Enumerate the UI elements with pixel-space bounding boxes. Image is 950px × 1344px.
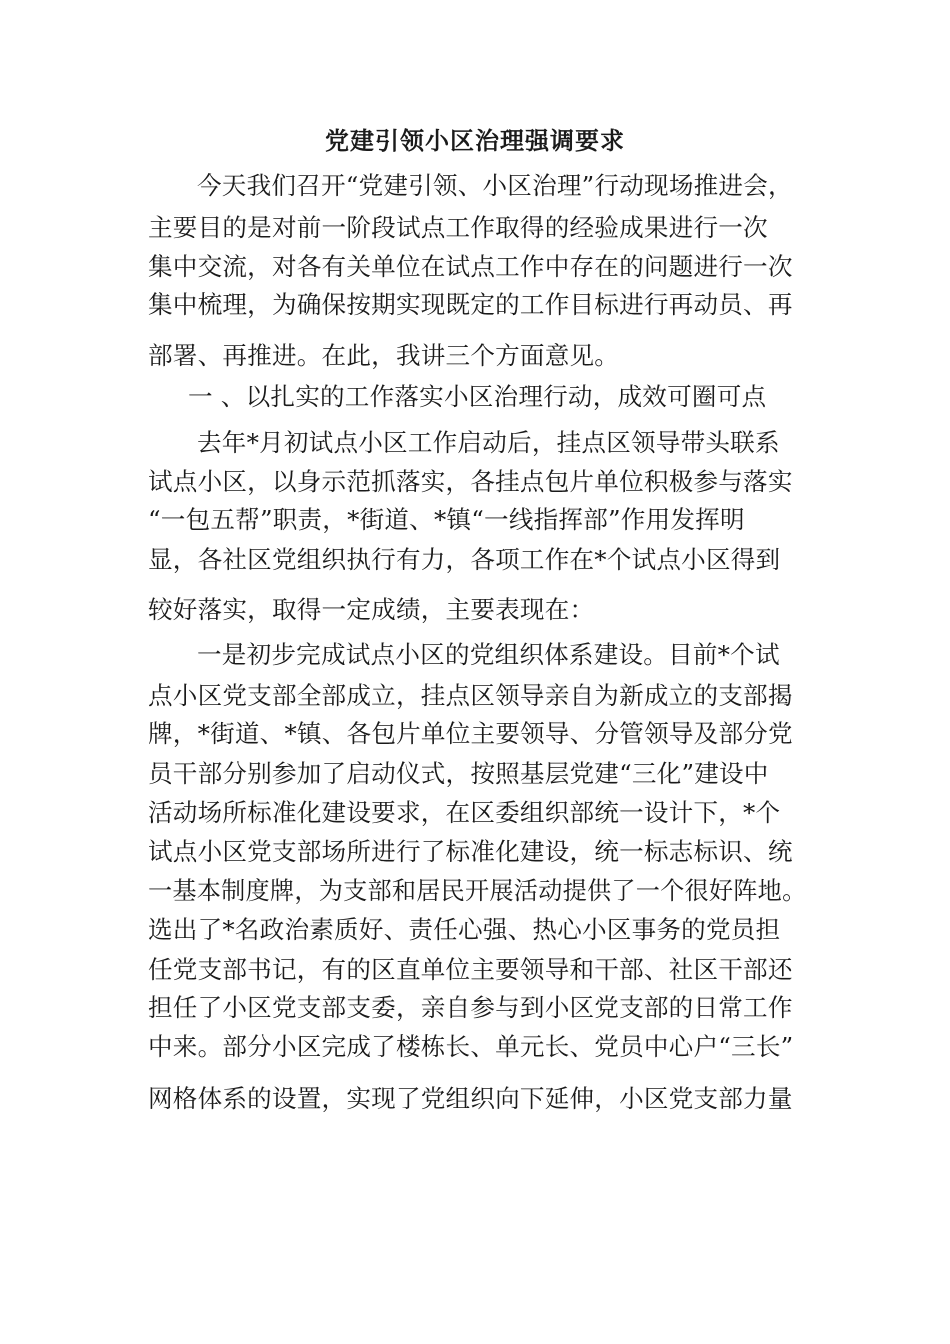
text-line-21: 担任了小区党支部支委，亲自参与到小区党支部的日常工作 [148,993,793,1022]
text-line-3: 集中交流，对各有关单位在试点工作中存在的问题进行一次 [148,252,793,281]
text-line-19: 选出了*名政治素质好、责任心强、热心小区事务的党员担 [148,915,781,944]
text-line-10: 显，各社区党组织执行有力，各项工作在*个试点小区得到 [148,545,781,574]
text-line-17: 试点小区党支部场所进行了标准化建设，统一标志标识、统 [148,837,793,866]
text-line-4: 集中梳理，为确保按期实现既定的工作目标进行再动员、再 [148,290,793,319]
text-line-20: 任党支部书记，有的区直单位主要领导和干部、社区干部还 [148,955,793,984]
text-line-14: 牌，*街道、*镇、各包片单位主要领导、分管领导及部分党 [148,719,793,748]
section-heading-1: 一 、以扎实的工作落实小区治理行动，成效可圈可点 [188,382,767,411]
document-title: 党建引领小区治理强调要求 [325,127,625,155]
text-line-7: 去年*月初试点小区工作启动后，挂点区领导带头联系 [197,428,780,457]
text-line-15: 员干部分别参加了启动仪式，按照基层党建“三化”建设中 [148,759,769,788]
text-line-18: 一基本制度牌，为支部和居民开展活动提供了一个很好阵地。 [148,876,807,905]
text-line-8: 试点小区，以身示范抓落实，各挂点包片单位积极参与落实 [148,467,793,496]
text-line-13: 点小区党支部全部成立，挂点区领导亲自为新成立的支部揭 [148,681,793,710]
text-line-12: 一是初步完成试点小区的党组织体系建设。目前*个试 [197,640,780,669]
text-line-9: “一包五帮”职责，*街道、*镇“一线指挥部”作用发挥明 [148,505,745,534]
text-line-23: 网格体系的设置，实现了党组织向下延伸，小区党支部力量 [148,1084,793,1113]
text-line-22: 中来。部分小区完成了楼栋长、单元长、党员中心户“三长” [148,1032,794,1061]
text-line-1: 今天我们召开“党建引领、小区治理”行动现场推进会， [197,171,793,200]
text-line-11: 较好落实，取得一定成绩，主要表现在： [148,595,595,624]
text-line-5: 部署、再推进。在此，我讲三个方面意见。 [148,341,620,370]
text-line-2: 主要目的是对前一阶段试点工作取得的经验成果进行一次 [148,213,768,242]
text-line-16: 活动场所标准化建设要求，在区委组织部统一设计下，*个 [148,798,781,827]
